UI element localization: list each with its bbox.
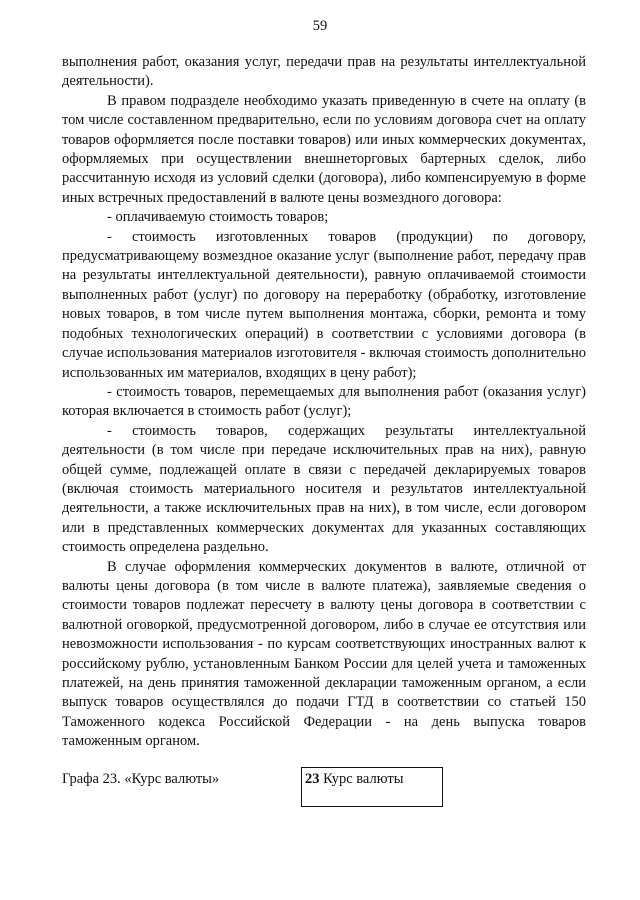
- list-item: - стоимость товаров, содержащих результаты интеллектуальной деятельности (в том числе при передаче исключительных прав на них), равную общей сумме, подлежащей оплате в связи с передачей декларируемых товаров (включая стоимость материального носителя и результатов интеллектуальной деятельности, а также исключительных прав на них), в том числе, если договором или в представленных коммерческих документах для указанных составляющих стоимость определена раздельно.: [62, 422, 586, 556]
- field-number: 23: [305, 771, 320, 787]
- paragraph: выполнения работ, оказания услуг, передачи прав на результаты интеллектуальной деятельности).: [62, 54, 586, 90]
- list-item: - оплачиваемую стоимость товаров;: [107, 209, 329, 226]
- paragraph: В случае оформления коммерческих документов в валюте, отличной от валюты цены договора (в том числе в валюте платежа), заявляемые сведения о стоимости товаров подлежат пересчету в валюту цены договора в соответствии с валютной оговоркой, предусмотренной договором, либо в случае ее отсутствия или невозможности использования - по курсам соответствующих иностранных валют к российскому рублю, установленным Банком России для целей учета и таможенных платежей, на день принятия таможенной декларации таможенным органом, а если выпуск товаров осуществлялся до подачи ГТД в соответствии со статьей 150 Таможенного кодекса Российской Федерации - на день выпуска товаров таможенным органом.: [62, 558, 586, 750]
- field-label: Курс валюты: [323, 771, 404, 787]
- page-number: 59: [312, 18, 328, 34]
- list-item: - стоимость изготовленных товаров (продукции) по договору, предусматривающему возмездное оказание услуг (выполнение работ, передачу прав на результаты интеллектуальной деятельности), равную оплачиваемой стоимости выполненных работ (услуг) по договору на переработку (обработку, изготовление новых товаров, в том числе путем выполнения монтажа, сборки, ремонта и тому подобных технологических операций) в соответствии с условиями договора (в случае использования материалов изготовителя - включая стоимость дополнительно использованных им материалов, входящих в цену работ);: [62, 228, 586, 381]
- paragraph: В правом подразделе необходимо указать приведенную в счете на оплату (в том числе составленном предварительно, если по условиям договора счет на оплату товаров оформляется после поставки товаров) или иных коммерческих документах, оформляемых при осуществлении внешнеторговых бартерных сделок, либо рассчитанную исходя из условий сделки (договора), либо компенсируемую в форме иных встречных предоставлений в валюте цены возмездного договора:: [62, 92, 586, 206]
- body-text: [62, 53, 586, 752]
- field-box: [301, 767, 443, 807]
- field-caption: Графа 23. «Курс валюты»: [62, 771, 220, 787]
- list-item: - стоимость товаров, перемещаемых для выполнения работ (оказания услуг) которая включается в стоимость работ (услуг);: [62, 383, 586, 420]
